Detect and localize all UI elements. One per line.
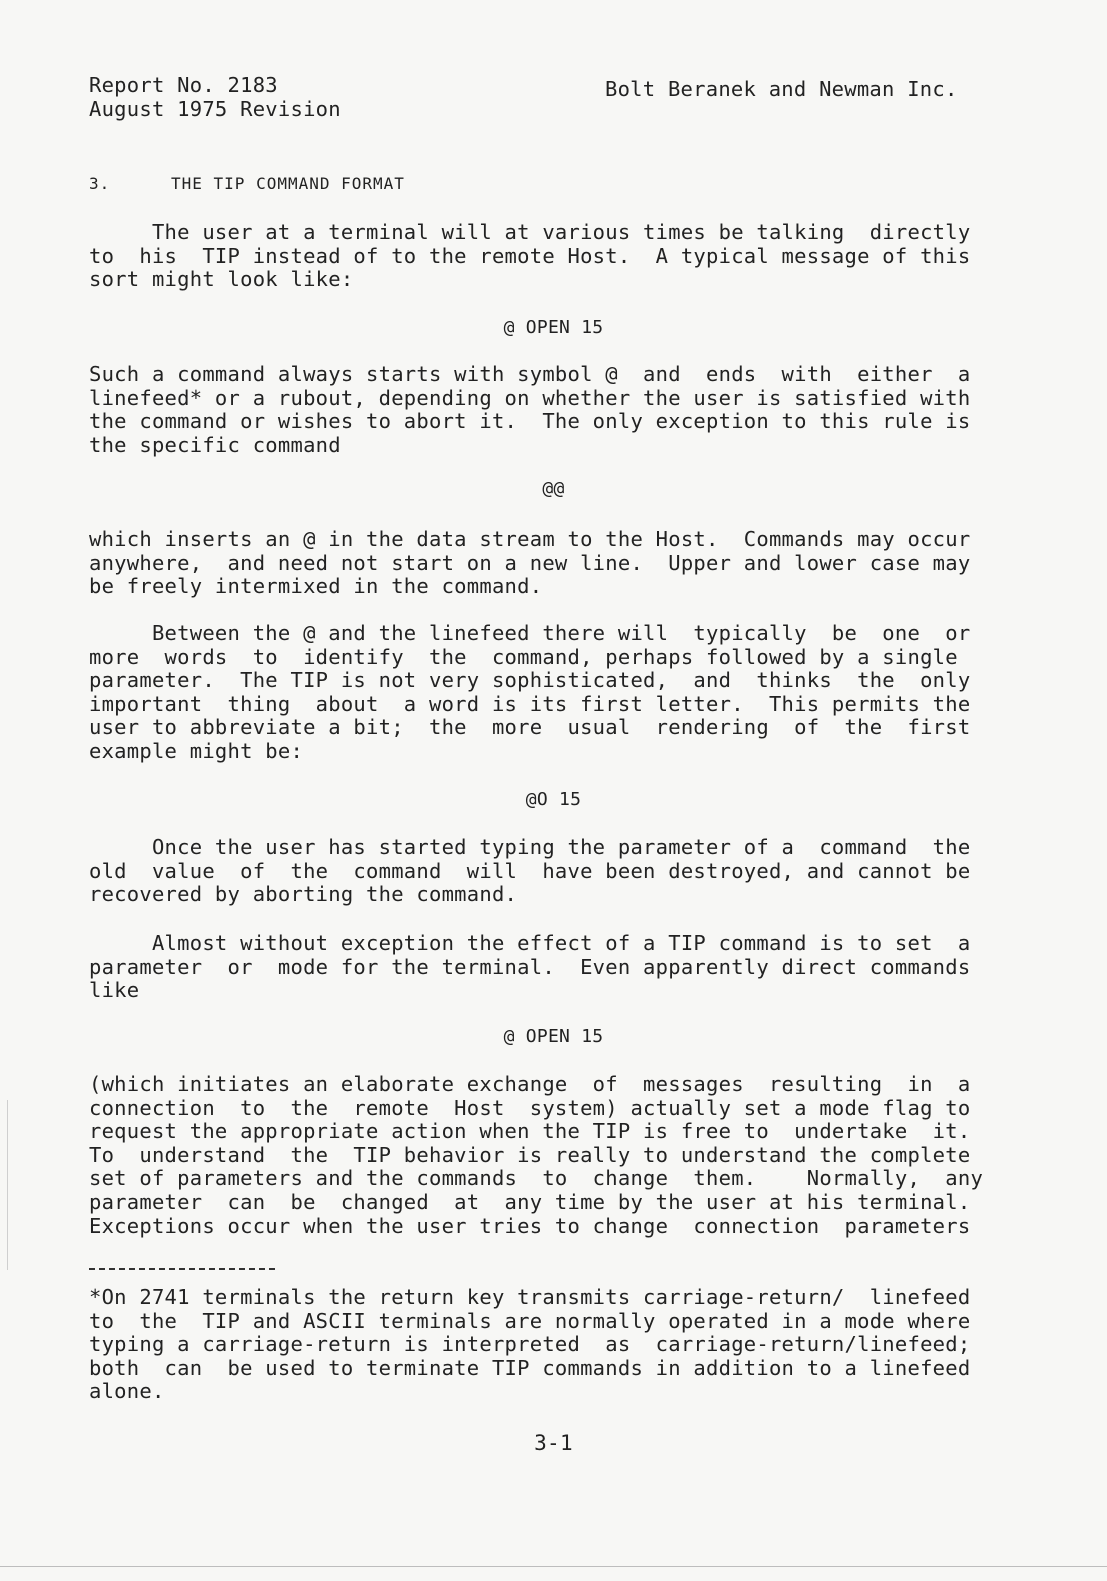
report-number: Report No. 2183 xyxy=(89,73,278,97)
scan-bottom-edge xyxy=(0,1566,1107,1567)
paragraph-mode: Almost without exception the effect of a TIP command is to set a parameter or mode for the terminal. Even apparently direct commands like xyxy=(89,931,971,1003)
section-title: THE TIP COMMAND FORMAT xyxy=(171,174,405,193)
section-number: 3. xyxy=(89,174,111,193)
company-name: Bolt Beranek and Newman Inc. xyxy=(605,77,958,101)
paragraph-exchange: (which initiates an elaborate exchange of messages resulting in a connection to the remote Host system) actually set a mode flag to request the appropriate action when the TIP is free to undertake it. To understand the TIP behavior is really to understand the complete set of parameters and the commands to change them. Normally, any parameter can be changed at any time by the user at his terminal. Exceptions occur when the user tries to change connection parameters xyxy=(89,1072,984,1238)
command-example-open: @ OPEN 15 xyxy=(503,317,604,338)
paragraph-command-syntax: Such a command always starts with symbol @ and ends with either a linefeed* or a rubout, depending on whether the user is satisfied with the command or wishes to abort it. The only exception to this rule is the specific command xyxy=(89,362,971,457)
paragraph-parameter: Once the user has started typing the parameter of a command the old value of the command will have been destroyed, and cannot be recovered by aborting the command. xyxy=(89,835,971,907)
paragraph-intro: The user at a terminal will at various times be talking directly to his TIP instead of to the remote Host. A typical message of this sort might look like: xyxy=(89,220,971,292)
command-example-open-2: @ OPEN 15 xyxy=(503,1026,604,1047)
footnote-divider xyxy=(89,1268,275,1270)
command-example-at-at: @@ xyxy=(542,478,565,499)
command-example-abbrev: @O 15 xyxy=(525,789,582,810)
report-revision: August 1975 Revision xyxy=(89,96,341,121)
paragraph-words: Between the @ and the linefeed there will typically be one or more words to identify the command, perhaps followed by a single parameter. The TIP is not very sophisticated, and thinks the only important thing about a word is its first letter. This permits the user to abbreviate a bit; the more usual rendering of the first example might be: xyxy=(89,621,971,763)
footnote: *On 2741 terminals the return key transmits carriage-return/ linefeed to the TIP and ASCII terminals are normally operated in a mode where typing a carriage-return is interpreted as carriage-return/linefeed; both can be used to terminate TIP commands in addition to a linefeed alone. xyxy=(89,1285,971,1404)
scan-margin-line xyxy=(7,1100,8,1270)
report-header xyxy=(89,74,341,121)
page-number: 3-1 xyxy=(534,1431,573,1455)
paragraph-insert-at: which inserts an @ in the data stream to the Host. Commands may occur anywhere, and need not start on a new line. Upper and lower case may be freely intermixed in the command. xyxy=(89,527,971,599)
section-heading xyxy=(89,172,405,196)
